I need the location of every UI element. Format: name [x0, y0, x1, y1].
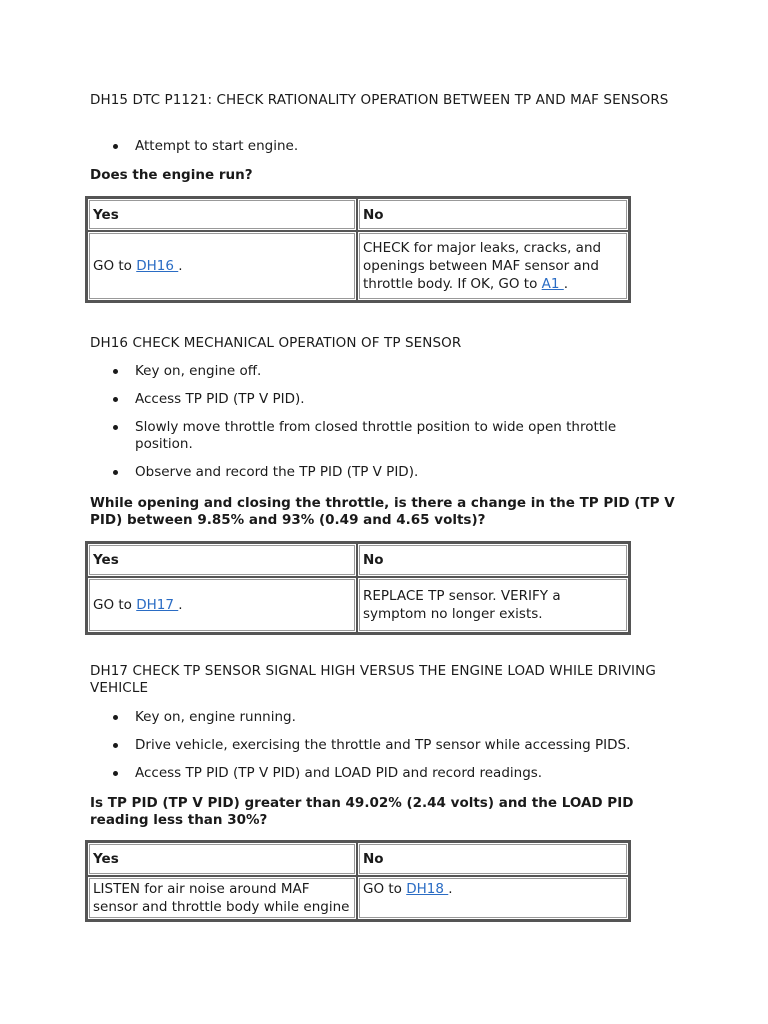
list-item: Drive vehicle, exercising the throttle and TP sensor while accessing PIDS. — [90, 737, 650, 754]
no-header: No — [357, 543, 629, 577]
no-cell — [357, 231, 629, 301]
yes-cell-suffix: . — [178, 258, 183, 274]
list-item: Access TP PID (TP V PID) and LOAD PID and record readings. — [90, 765, 650, 782]
section-heading-dh17: DH17 CHECK TP SENSOR SIGNAL HIGH VERSUS THE ENGINE LOAD WHILE DRIVING VEHICLE — [90, 663, 656, 696]
yes-cell-text: GO to — [93, 258, 137, 274]
yes-cell-text: GO to — [93, 597, 137, 613]
question-dh16: While opening and closing the throttle, is there a change in the TP PID (TP V PID) between 9.85% and 93% (0.49 and 4.65 volts)? — [90, 495, 675, 528]
list-item: Observe and record the TP PID (TP V PID). — [90, 464, 650, 481]
bullet-list-dh17 — [90, 709, 650, 793]
decision-table-dh17 — [85, 840, 631, 922]
question-dh17: Is TP PID (TP V PID) greater than 49.02% (2.44 volts) and the LOAD PID reading less than 30%? — [90, 795, 634, 828]
no-header: No — [357, 198, 629, 231]
link-dh18[interactable]: DH18 — [406, 881, 449, 897]
no-header: No — [357, 842, 629, 876]
yes-cell-suffix: . — [178, 597, 183, 613]
decision-table-dh15 — [85, 196, 631, 303]
link-dh17[interactable]: DH17 — [136, 597, 179, 613]
question-dh15: Does the engine run? — [90, 167, 253, 183]
yes-header: Yes — [87, 198, 357, 231]
bullet-list-dh15 — [90, 138, 650, 166]
list-item: Attempt to start engine. — [90, 138, 650, 155]
yes-header: Yes — [87, 543, 357, 577]
yes-header: Yes — [87, 842, 357, 876]
no-cell: REPLACE TP sensor. VERIFY a symptom no longer exists. — [357, 577, 629, 633]
yes-cell: LISTEN for air noise around MAF sensor and throttle body while engine — [87, 876, 357, 920]
list-item: Access TP PID (TP V PID). — [90, 391, 650, 408]
yes-cell — [87, 231, 357, 301]
list-item: Key on, engine off. — [90, 363, 650, 380]
no-cell-suffix: . — [563, 276, 569, 292]
yes-cell — [87, 577, 357, 633]
no-cell-text: GO to — [363, 881, 407, 897]
link-dh16[interactable]: DH16 — [136, 258, 179, 274]
decision-table-dh16 — [85, 541, 631, 635]
no-cell-text: CHECK for major leaks, cracks, and openings between MAF sensor and throttle body. If OK, GO to — [363, 240, 602, 292]
link-a1[interactable]: A1 — [541, 276, 564, 292]
no-cell-suffix: . — [448, 881, 453, 897]
no-cell — [357, 876, 629, 920]
section-heading-dh15: DH15 DTC P1121: CHECK RATIONALITY OPERATION BETWEEN TP AND MAF SENSORS — [90, 92, 669, 108]
list-item: Slowly move throttle from closed throttle position to wide open throttle position. — [90, 419, 650, 453]
bullet-list-dh16 — [90, 363, 650, 492]
section-heading-dh16: DH16 CHECK MECHANICAL OPERATION OF TP SENSOR — [90, 335, 462, 351]
list-item: Key on, engine running. — [90, 709, 650, 726]
